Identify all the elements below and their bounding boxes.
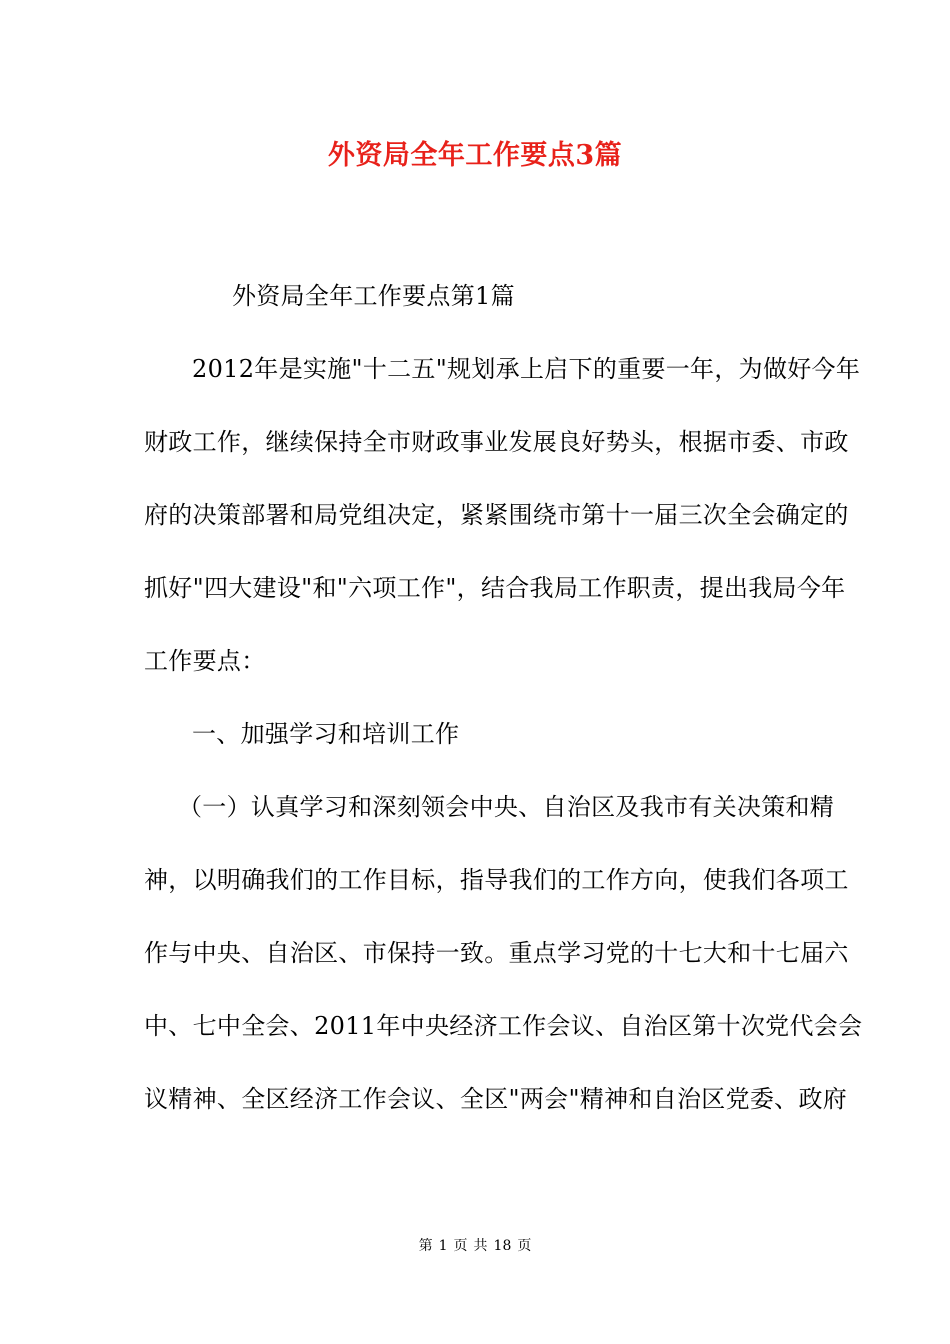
footer-page-label: 页 [453, 1238, 468, 1254]
footer-total-pages: 18 [493, 1238, 512, 1254]
section-heading: 外资局全年工作要点第1篇 [232, 282, 515, 310]
paragraph-line: 议精神、全区经济工作会议、全区"两会"精神和自治区党委、政府 [144, 1085, 848, 1113]
footer-current-page: 1 [438, 1238, 448, 1254]
document-title: 外资局全年工作要点3篇 [327, 140, 623, 171]
footer-suffix: 页 [517, 1238, 532, 1254]
page-footer [0, 1236, 950, 1256]
paragraph-line: 府的决策部署和局党组决定，紧紧围绕市第十一届三次全会确定的 [144, 501, 849, 529]
paragraph-line: 2012年是实施"十二五"规划承上启下的重要一年，为做好今年 [192, 355, 861, 383]
paragraph-line: 财政工作，继续保持全市财政事业发展良好势头，根据市委、市政 [144, 428, 849, 456]
subsection-heading: 一、加强学习和培训工作 [192, 720, 460, 748]
paragraph-line: （一）认真学习和深刻领会中央、自治区及我市有关决策和精 [178, 793, 835, 821]
paragraph-line: 作与中央、自治区、市保持一致。重点学习党的十七大和十七届六 [144, 939, 849, 967]
footer-prefix: 第 [418, 1238, 433, 1254]
paragraph-line: 中、七中全会、2011年中央经济工作会议、自治区第十次党代会会 [144, 1012, 863, 1040]
paragraph-line: 神，以明确我们的工作目标，指导我们的工作方向，使我们各项工 [144, 866, 849, 894]
paragraph-line: 工作要点： [144, 647, 266, 675]
footer-total-label: 共 [473, 1238, 488, 1254]
paragraph-line: 抓好"四大建设"和"六项工作"，结合我局工作职责，提出我局今年 [144, 574, 846, 602]
